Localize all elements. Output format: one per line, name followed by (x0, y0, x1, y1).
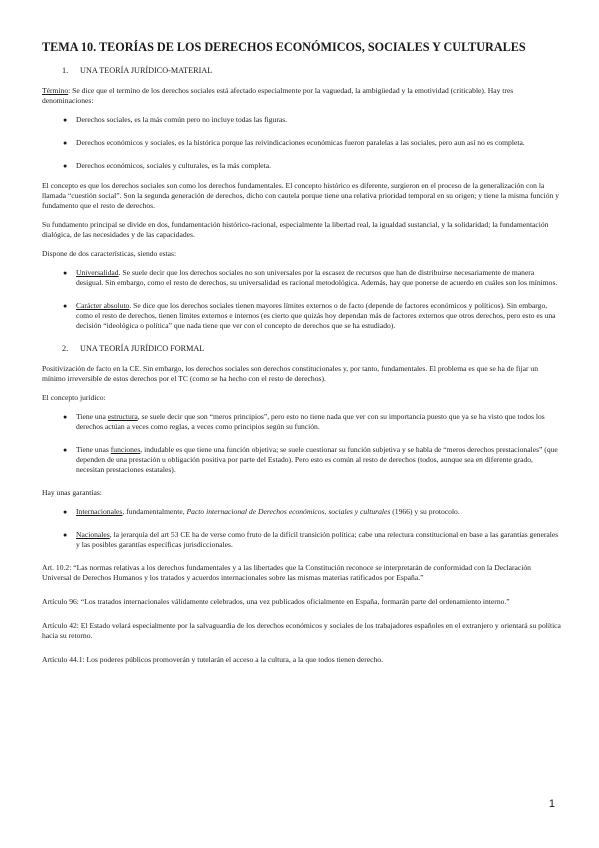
document-page (42, 40, 562, 679)
section-1-title: UNA TEORÍA JURÍDICO-MATERIAL (80, 66, 213, 75)
guarantees-intro: Hay unas garantías: (42, 488, 102, 497)
legal-concept-intro: El concepto jurídico: (42, 393, 106, 402)
bullet-icon: ● (63, 446, 68, 454)
bullet-icon: ● (63, 413, 68, 421)
list-item: ● Universalidad. Se suele decir que los derechos sociales no son universales por la escasez de recursos que han de distribuirse necesariamente de manera desigual. Sin embargo, como el resto de derechos, su universalidad es racional metodológica. Además, hay que ponerse de acuerdo en cuáles son los mínimos. (63, 268, 558, 287)
bullet-icon: ● (63, 508, 68, 516)
foundation-paragraph: Su fundamento principal se divide en dos, fundamentación histórico-racional, especialmente la libertad real, la igualdad sustancial, y la solidaridad; la fundamentación dialógica, de las necesidades y de las capacidades. (42, 220, 549, 239)
list-item: ● Derechos económicos y sociales, es la histórica porque las reivindicaciones económicas fueron paralelas a las sociales, pero aun así no es completa. (63, 138, 525, 147)
bullet-icon: ● (63, 302, 68, 310)
term-text: : Se dice que el termino de los derechos sociales está afectado especialmente por la vaguedad, la ambigüedad y la emotividad (criticable). Hay tres denominaciones: (42, 86, 514, 105)
list-item: ● Tiene una estructura, se suele decir que son “meros principios”, pero esto no tiene nada que ver con su importancia puesto que ya se ha visto que todos los derechos actúan a veces como reglas, a veces como principios según su función. (63, 412, 545, 431)
guarantees-list (42, 507, 562, 550)
list-item: ● Tiene unas funciones, indudable es que tiene una función objetiva; se suele cuestionar su función subjetiva y se habla de “meros derechos prestacionales” (que dependen de una prestación u obligación positiva por parte del Estado). Pero esto es común al resto de derechos (todos, aunque sea en diferente grado, necesitan prestaciones estatales). (63, 445, 558, 474)
article-44-1: Artículo 44.1: Los poderes públicos promoverán y tutelarán el acceso a la cultura, a la que todos tienen derecho. (42, 655, 383, 664)
document-title: TEMA 10. TEORÍAS DE LOS DERECHOS ECONÓMICOS, SOCIALES Y CULTURALES (42, 40, 526, 54)
article-42: Artículo 42: El Estado velará especialmente por la salvaguardia de los derechos económicos y sociales de los trabajadores españoles en el extranjero y orientará su política hacia su retorno. (42, 621, 561, 640)
characteristics-intro: Dispone de dos características, siendo estas: (42, 249, 177, 258)
bullet-icon: ● (63, 162, 68, 170)
term-paragraph (42, 86, 562, 106)
positivization-paragraph: Positivización de facto en la CE. Sin embargo, los derechos sociales son derechos constitucionales y, por tanto, fundamentales. El problema es que se ha de fijar un mínimo irreversible de estos derechos por el TC (como se ha hecho con el resto de derechos). (42, 364, 538, 383)
page-number: 1 (548, 798, 555, 810)
term-label: Término (42, 86, 69, 95)
legal-concept-list (42, 412, 562, 475)
list-item: ● Derechos sociales, es la más común pero no incluye todas las figuras. (63, 115, 288, 124)
list-item: ● Internacionales, fundamentalmente, Pacto internacional de Derechos económicos, sociales y culturales (1966) y su protocolo. (63, 507, 460, 516)
list-item: ● Derechos económicos, sociales y culturales, es la más completa. (63, 161, 272, 170)
section-2-heading (62, 344, 562, 353)
list-item: ● Nacionales, la jerarquía del art 53 CE ha de verse como fruto de la difícil transición política; cabe una relectura constitucional en base a las garantías generales y las posibles garantías específicas jurisdiccionales. (63, 530, 559, 549)
article-96: Artículo 96: “Los tratados internacionales válidamente celebrados, una vez publicados oficialmente en España, formarán parte del ordenamiento interno.” (42, 597, 510, 606)
section-2-number: 2. (62, 344, 69, 353)
section-2-title: UNA TEORÍA JURÍDICO FORMAL (80, 344, 205, 353)
characteristics-list (42, 268, 562, 331)
bullet-icon: ● (63, 116, 68, 124)
bullet-icon: ● (63, 269, 68, 277)
bullet-icon: ● (63, 531, 68, 539)
bullet-icon: ● (63, 139, 68, 147)
concept-paragraph: El concepto es que los derechos sociales son como los derechos fundamentales. El concepto histórico es diferente, surgieron en el proceso de la generalización con la llamada “cuestión social”. Son la segunda generación de derechos, dicho con cautela porque tiene una relativa prioridad temporal en su origen; y tiene la misma función y fundamento que el resto de derechos. (42, 181, 560, 210)
list-item: ● Carácter absoluto. Se dice que los derechos sociales tienen mayores límites externos o de facto (depende de factores económicos y políticos). Sin embargo, como el resto de derechos, tienen límites externos e internos (es cierto que quizás hoy dependan más de factores externos que otros derechos, pero esto es una decisión “ideológica o política” que nada tiene que ver con el concepto de derechos que se ha estudiado). (63, 301, 556, 330)
denominations-list (42, 115, 562, 171)
article-10-2: Art. 10.2: “Las normas relativas a los derechos fundamentales y a las libertades que la Constitución reconoce se interpretarán de conformidad con la Declaración Universal de Derechos Humanos y los tratados y acuerdos internacionales sobre las mismas materias ratificados por España.” (42, 563, 531, 582)
section-1-heading (62, 66, 562, 75)
section-1-number: 1. (62, 66, 69, 75)
